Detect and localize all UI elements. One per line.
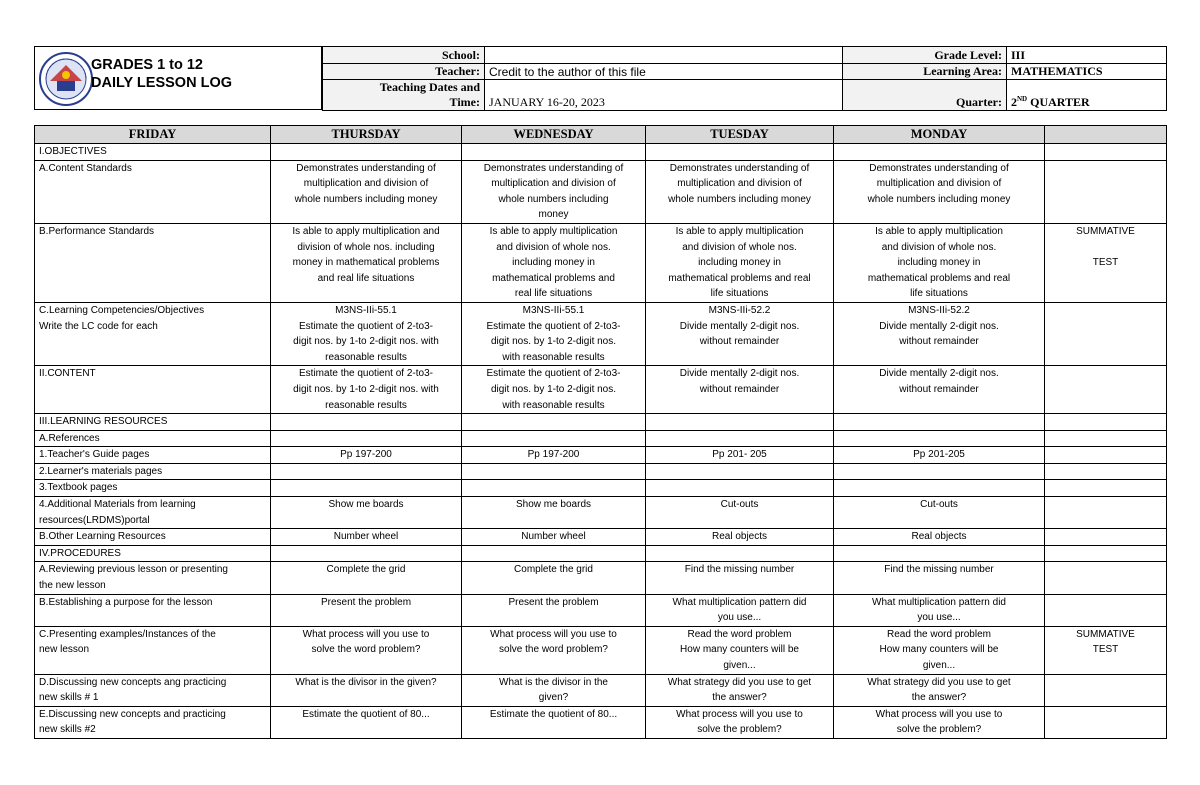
cell-line: Show me boards [328,499,404,511]
cell-line: digit nos. by 1-to 2-digit nos. with [293,383,439,395]
table-cell [271,302,462,365]
table-row [35,366,1167,414]
table-cell [646,545,834,562]
cell-line: the answer? [712,692,767,704]
cell-line: Is able to apply multiplication [875,225,1003,237]
row-label-line: 4.Additional Materials from learning [39,499,196,511]
row-label [35,223,271,302]
cell-line: multiplication and division of [303,178,429,190]
table-cell [834,223,1045,302]
table-row [35,706,1167,738]
table-cell [834,594,1045,626]
school-label: School: [323,47,485,64]
dates-label-line-1: Teaching Dates and [379,80,480,94]
row-label-line: 2.Learner's materials pages [39,465,163,477]
cell-line: TEST [1092,257,1119,269]
table-cell [646,223,834,302]
day-header-blank [1045,126,1167,144]
table-cell [462,706,646,738]
cell-line: Present the problem [508,596,599,608]
cell-line: without remainder [899,383,979,395]
cell-line: digit nos. by 1-to 2-digit nos. [490,383,617,395]
cell-line: Divide mentally 2-digit nos. [879,320,999,332]
table-row [35,562,1167,594]
table-cell [646,414,834,431]
cell-line: Show me boards [515,499,592,511]
cell-line: including money in [897,257,981,269]
row-label [35,594,271,626]
table-cell [1045,626,1167,674]
table-cell [834,529,1045,546]
table-cell [1045,366,1167,414]
table-cell [271,626,462,674]
table-cell [462,160,646,223]
cell-line: Cut-outs [920,499,958,511]
table-row [35,302,1167,365]
row-label-line: the new lesson [39,580,106,592]
table-cell [271,160,462,223]
table-cell [834,626,1045,674]
table-cell [271,414,462,431]
table-cell [1045,480,1167,497]
row-label [35,545,271,562]
cell-line: Read the word problem [887,628,991,640]
cell-line: Demonstrates understanding of [669,162,810,174]
row-label-line: C.Learning Competencies/Objectives [39,304,205,316]
row-label [35,480,271,497]
table-cell [462,144,646,161]
table-cell [834,463,1045,480]
quarter-value [1007,80,1167,111]
table-cell [1045,497,1167,529]
table-cell [1045,223,1167,302]
cell-line: M3NS-IIi-55.1 [335,304,397,316]
day-header-tuesday: TUESDAY [646,126,834,144]
grade-level-label: Grade Level: [843,47,1007,64]
cell-line: What multiplication pattern did [672,596,807,608]
row-label [35,414,271,431]
table-cell [462,497,646,529]
cell-line: with reasonable results [502,351,605,363]
quarter-label: Quarter: [843,80,1007,111]
cell-line: SUMMATIVE [1076,225,1135,237]
cell-line: including money in [512,257,595,269]
cell-line: mathematical problems and real [668,272,811,284]
cell-line: reasonable results [325,351,407,363]
table-cell [834,447,1045,464]
table-row [35,447,1167,464]
quarter-number: 2 [1011,95,1017,109]
cell-line: M3NS-IIi-52.2 [908,304,970,316]
table-cell [1045,674,1167,706]
table-cell [646,430,834,447]
cell-line: Real objects [711,531,768,543]
cell-line: without remainder [699,336,780,348]
row-label-line: E.Discussing new concepts and practicing [39,708,226,720]
cell-line: Demonstrates understanding of [483,162,624,174]
table-cell [646,594,834,626]
day-header-wednesday: WEDNESDAY [462,126,646,144]
cell-line: mathematical problems and [492,272,615,284]
cell-line: What process will you use to [875,708,1003,720]
cell-line: What multiplication pattern did [872,596,1006,608]
table-cell [462,414,646,431]
row-label-line: new skills # 1 [39,692,99,704]
table-cell [646,529,834,546]
cell-line: division of whole nos. including [297,241,435,253]
table-cell [271,545,462,562]
cell-line: and division of whole nos. [496,241,611,253]
row-label-line: 1.Teacher's Guide pages [39,449,150,461]
row-label [35,463,271,480]
table-cell [271,480,462,497]
grade-level-value: III [1007,47,1167,64]
cell-line: Divide mentally 2-digit nos. [879,368,999,380]
row-label-line: IV.PROCEDURES [39,547,121,559]
table-cell [1045,545,1167,562]
cell-line: Is able to apply multiplication and [292,225,440,237]
title-line-1: GRADES 1 to 12 [91,57,203,73]
quarter-text: QUARTER [1027,95,1090,109]
row-label [35,706,271,738]
table-cell [271,674,462,706]
row-label [35,529,271,546]
cell-line: What strategy did you use to get [667,676,812,688]
table-cell [1045,302,1167,365]
table-cell [462,302,646,365]
cell-line: and division of whole nos. [881,241,997,253]
table-cell [646,480,834,497]
table-cell [462,594,646,626]
table-cell [834,430,1045,447]
table-cell [271,497,462,529]
table-cell [271,447,462,464]
table-cell [646,674,834,706]
cell-line: life situations [910,288,968,300]
cell-line: you use... [917,612,961,624]
row-label [35,626,271,674]
cell-line: given... [922,660,956,671]
table-cell [646,706,834,738]
table-row [35,160,1167,223]
table-cell [1045,529,1167,546]
cell-line: multiplication and division of [677,178,802,190]
cell-line: mathematical problems and real [867,272,1011,284]
table-cell [834,366,1045,414]
table-cell [646,144,834,161]
table-cell [1045,160,1167,223]
cell-line: digit nos. by 1-to 2-digit nos. [490,336,617,348]
table-cell [1045,144,1167,161]
table-cell [646,447,834,464]
cell-line: money in mathematical problems [292,257,440,269]
table-cell [271,366,462,414]
table-cell [1045,430,1167,447]
cell-line: M3NS-IIi-55.1 [522,304,585,316]
row-label-line: A.Content Standards [39,162,132,174]
row-label-line: Write the LC code for each [39,320,158,332]
table-cell [462,480,646,497]
table-row [35,545,1167,562]
cell-line: real life situations [514,288,593,300]
cell-line: What process will you use to [490,628,617,640]
row-label [35,674,271,706]
row-label-line: new skills #2 [39,724,96,736]
table-row [35,674,1167,706]
row-label-line: B.Other Learning Resources [39,531,166,543]
cell-line: solve the word problem? [311,644,421,656]
table-cell [1045,463,1167,480]
table-cell [271,430,462,447]
table-row [35,223,1167,302]
cell-line: Cut-outs [720,499,759,511]
table-cell [462,447,646,464]
cell-line: What is the divisor in the [499,676,608,688]
cell-line: solve the problem? [896,724,982,736]
cell-line: solve the word problem? [499,644,608,656]
table-cell [646,160,834,223]
table-cell [834,545,1045,562]
day-header-monday: MONDAY [834,126,1045,144]
cell-line: Demonstrates understanding of [869,162,1009,174]
table-cell [271,562,462,594]
teacher-label: Teacher: [323,64,485,80]
dates-label-line-2: Time: [449,95,480,109]
table-cell [646,497,834,529]
table-cell [1045,594,1167,626]
cell-line [1049,240,1162,256]
table-cell [462,223,646,302]
cell-line: and division of whole nos. [682,241,797,253]
table-cell [1045,562,1167,594]
table-cell [834,480,1045,497]
cell-line: money [538,209,569,221]
table-cell [646,626,834,674]
row-label-line: D.Discussing new concepts ang practicing [39,676,227,688]
cell-line: and real life situations [317,272,415,284]
table-cell [834,160,1045,223]
row-label-line: new lesson [39,644,90,656]
table-cell [646,562,834,594]
cell-line: Find the missing number [684,564,795,576]
row-label [35,562,271,594]
cell-line: Estimate the quotient of 2-to3- [486,368,621,380]
cell-line: Pp 197-200 [340,449,392,461]
cell-line: Pp 201- 205 [712,449,767,461]
dates-value: JANUARY 16-20, 2023 [485,80,843,111]
learning-area-value: MATHEMATICS [1007,64,1167,80]
table-row [35,626,1167,674]
row-label-line: B.Establishing a purpose for the lesson [39,596,213,608]
table-cell [834,562,1045,594]
row-label-line: C.Presenting examples/Instances of the [39,628,216,640]
cell-line: Estimate the quotient of 2-to3- [299,320,433,332]
cell-line: with reasonable results [502,399,605,411]
row-label-line: A.Reviewing previous lesson or presenting [39,564,228,576]
cell-line: What process will you use to [302,628,430,640]
learning-area-label: Learning Area: [843,64,1007,80]
table-cell [271,463,462,480]
row-label [35,430,271,447]
cell-line: you use... [717,612,762,624]
table-row [35,144,1167,161]
cell-line: digit nos. by 1-to 2-digit nos. with [293,336,439,348]
cell-line: How many counters will be [879,644,999,656]
row-label [35,144,271,161]
table-cell [462,545,646,562]
table-cell [462,430,646,447]
cell-line: Read the word problem [687,628,792,640]
cell-line: whole numbers including money [668,193,811,205]
table-cell [462,463,646,480]
lesson-log-table [34,125,1167,739]
cell-line: What strategy did you use to get [867,676,1011,688]
cell-line: Is able to apply multiplication [489,225,618,237]
day-header-row [35,126,1167,144]
table-row [35,497,1167,529]
table-cell [462,366,646,414]
row-label-line: resources(LRDMS)portal [39,514,150,526]
row-label-line: III.LEARNING RESOURCES [39,416,168,428]
cell-line: Estimate the quotient of 80... [302,708,430,720]
table-row [35,480,1167,497]
day-header-thursday: THURSDAY [271,126,462,144]
row-label-line: B.Performance Standards [39,225,155,237]
cell-line: given... [723,660,756,671]
table-cell [462,626,646,674]
row-label-line: I.OBJECTIVES [39,146,107,157]
cell-line: Divide mentally 2-digit nos. [679,368,800,380]
row-label [35,160,271,223]
cell-line: given? [538,692,569,704]
row-label-line: II.CONTENT [39,368,96,380]
cell-line: SUMMATIVE [1076,628,1135,640]
cell-line: Present the problem [320,596,412,608]
row-label [35,302,271,365]
cell-line: without remainder [899,336,979,348]
cell-line: Pp 197-200 [527,449,580,461]
cell-line: Estimate the quotient of 80... [489,708,618,720]
cell-line: multiplication and division of [491,178,616,190]
deped-seal-icon [38,51,94,107]
cell-line: Is able to apply multiplication [675,225,804,237]
cell-line: multiplication and division of [876,178,1002,190]
quarter-suffix: ND [1017,95,1028,103]
cell-line: whole numbers including [498,193,609,205]
table-row [35,594,1167,626]
table-cell [646,366,834,414]
cell-line: without remainder [699,383,780,395]
table-row [35,430,1167,447]
table-cell [646,463,834,480]
teacher-value: Credit to the author of this file [485,64,843,80]
cell-line: Demonstrates understanding of [296,162,436,174]
cell-line: Estimate the quotient of 2-to3- [299,368,433,380]
table-cell [834,144,1045,161]
cell-line: What process will you use to [676,708,803,720]
table-cell [834,706,1045,738]
cell-line: the answer? [911,692,967,704]
school-value [485,47,843,64]
cell-line: Number wheel [521,531,586,543]
table-cell [271,529,462,546]
cell-line: Estimate the quotient of 2-to3- [486,320,621,332]
cell-line: How many counters will be [680,644,799,656]
cell-line: Pp 201-205 [913,449,965,461]
table-row [35,414,1167,431]
cell-line: Real objects [911,531,967,543]
cell-line: What is the divisor in the given? [295,676,437,688]
cell-line: whole numbers including money [867,193,1011,205]
cell-line: Find the missing number [884,564,994,576]
row-label-line: 3.Textbook pages [39,482,118,494]
table-cell [462,562,646,594]
cell-line: whole numbers including money [294,193,438,205]
cell-line: TEST [1092,644,1119,656]
table-cell [462,674,646,706]
table-cell [271,594,462,626]
table-row [35,463,1167,480]
row-label-line: A.References [39,432,100,444]
cell-line: reasonable results [325,399,407,411]
cell-line: life situations [710,288,769,300]
cell-line: including money in [698,257,781,269]
table-cell [834,497,1045,529]
table-cell [271,144,462,161]
table-cell [1045,447,1167,464]
row-label [35,366,271,414]
cell-line: M3NS-IIi-52.2 [708,304,771,316]
table-cell [834,302,1045,365]
cell-line: Divide mentally 2-digit nos. [679,320,800,332]
cell-line: Complete the grid [326,564,406,576]
table-cell [271,706,462,738]
table-cell [834,674,1045,706]
cell-line: Complete the grid [514,564,593,576]
table-cell [462,529,646,546]
dates-label [323,80,485,111]
cell-line: Number wheel [333,531,399,543]
table-cell [1045,414,1167,431]
table-cell [271,223,462,302]
day-header-friday: FRIDAY [35,126,271,144]
table-cell [1045,706,1167,738]
cell-line: solve the problem? [697,724,782,736]
table-row [35,529,1167,546]
row-label [35,447,271,464]
table-cell [834,414,1045,431]
row-label [35,497,271,529]
header-info-table [322,46,1167,111]
table-cell [646,302,834,365]
title-line-2: DAILY LESSON LOG [91,75,232,91]
title-block [34,46,322,110]
